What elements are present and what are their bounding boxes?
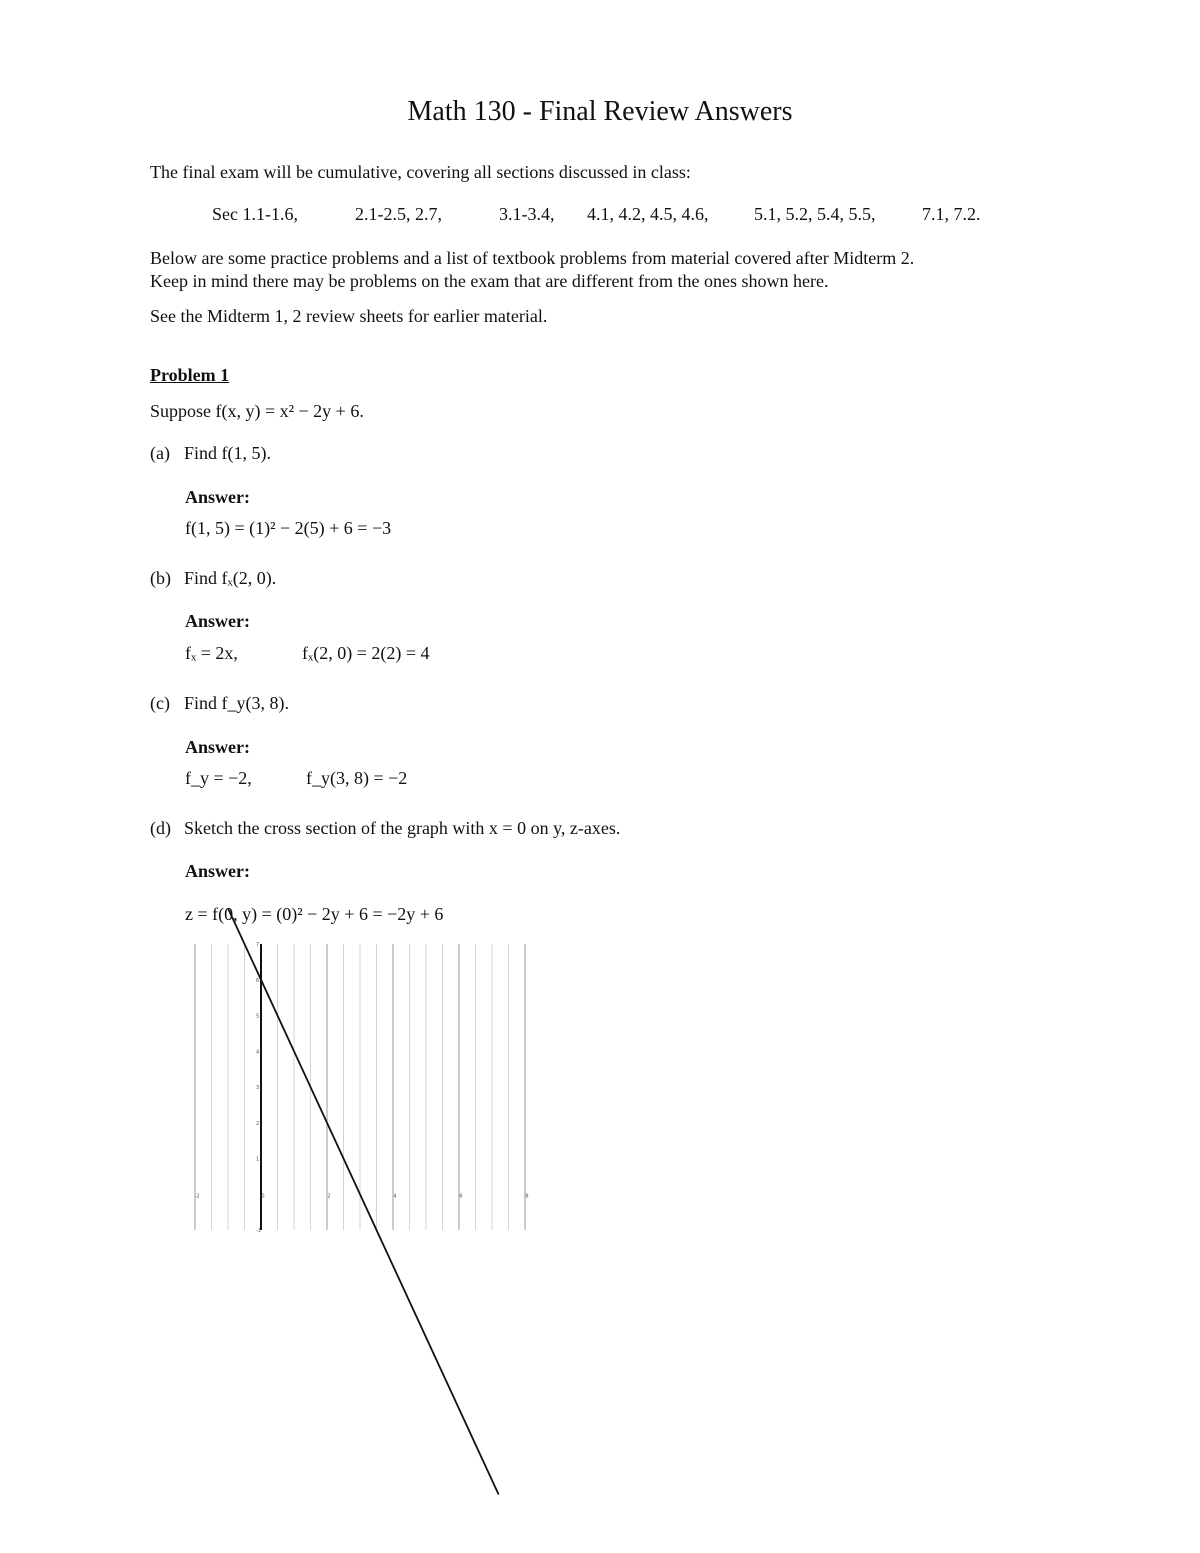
part-c-label: (c) — [150, 693, 170, 713]
y-tick-label: -1 — [256, 1228, 261, 1234]
x-tick-label: 6 — [459, 1193, 463, 1200]
part-a-answer-label: Answer: — [185, 487, 250, 507]
part-b-answer-b: fₓ(2, 0) = 2(2) = 4 — [302, 643, 430, 663]
y-tick-label: 5 — [256, 1013, 260, 1020]
x-tick-label: 4 — [393, 1193, 397, 1200]
note-line-2: Keep in mind there may be problems on the exam that are different from the ones shown here. — [150, 271, 829, 291]
y-tick-label: 2 — [256, 1120, 260, 1127]
part-a-label: (a) — [150, 443, 170, 463]
part-b-question: Find fₓ(2, 0). — [184, 568, 277, 588]
section-list — [212, 204, 981, 225]
x-tick-label: 2 — [327, 1193, 331, 1200]
part-d-question: Sketch the cross section of the graph with x = 0 on y, z-axes. — [184, 818, 621, 838]
section-item: 4.1, 4.2, 4.5, 4.6, — [587, 204, 709, 224]
part-c-question: Find f_y(3, 8). — [184, 693, 289, 713]
cross-section-graph — [185, 942, 530, 1234]
part-d-answer: z = f(0, y) = (0)² − 2y + 6 = −2y + 6 — [185, 904, 444, 924]
part-c-answer-label: Answer: — [185, 737, 250, 757]
y-tick-label: 4 — [256, 1049, 260, 1056]
part-c-answer-a: f_y = −2, — [185, 768, 252, 788]
part-b-label: (b) — [150, 568, 171, 588]
y-tick-label: 7 — [256, 942, 260, 948]
part-d-answer-label: Answer: — [185, 861, 250, 881]
y-tick-label: 6 — [256, 977, 260, 984]
section-item: 7.1, 7.2. — [922, 204, 981, 224]
section-item: 3.1-3.4, — [499, 204, 555, 224]
part-c-answer-b: f_y(3, 8) = −2 — [306, 768, 408, 788]
part-a-answer: f(1, 5) = (1)² − 2(5) + 6 = −3 — [185, 518, 392, 538]
x-tick-label: -2 — [194, 1193, 200, 1200]
part-a-question: Find f(1, 5). — [184, 443, 271, 463]
note-line-1: Below are some practice problems and a list of textbook problems from material covered after Midterm 2. — [150, 248, 915, 268]
x-tick-label: 8 — [525, 1193, 529, 1200]
section-item: 5.1, 5.2, 5.4, 5.5, — [754, 204, 876, 224]
part-b-answer-label: Answer: — [185, 611, 250, 631]
y-tick-label: 3 — [256, 1085, 260, 1091]
intro-text: The final exam will be cumulative, covering all sections discussed in class: — [150, 162, 691, 182]
part-d-label: (d) — [150, 818, 171, 838]
problem-statement: Suppose f(x, y) = x² − 2y + 6. — [150, 401, 364, 421]
section-item: 2.1-2.5, 2.7, — [355, 204, 442, 224]
note-line-3: See the Midterm 1, 2 review sheets for earlier material. — [150, 306, 548, 326]
x-tick-label: 0 — [261, 1193, 265, 1200]
y-tick-label: 1 — [256, 1156, 260, 1163]
section-item: Sec 1.1-1.6, — [212, 204, 298, 224]
page-title: Math 130 - Final Review Answers — [407, 96, 793, 127]
problem-heading: Problem 1 — [150, 365, 230, 385]
part-b-answer-a: fₓ = 2x, — [185, 643, 238, 663]
series-line — [228, 908, 499, 1494]
